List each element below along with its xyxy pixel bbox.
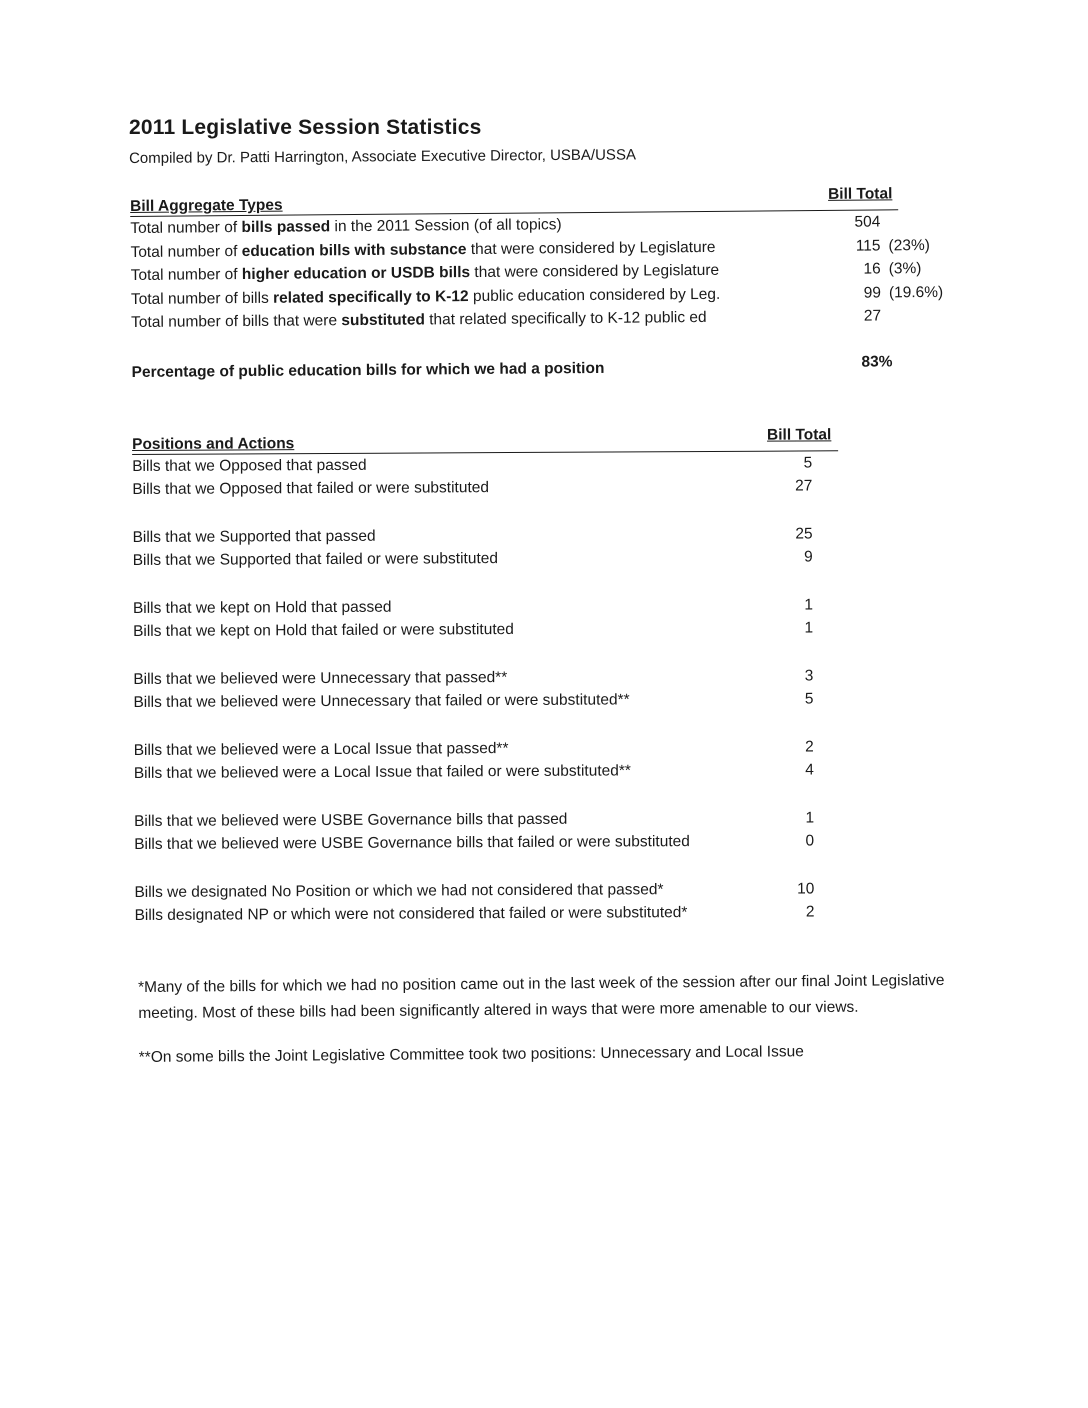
- aggregate-row-label-bold: education bills with substance: [241, 240, 467, 260]
- positions-row-value: 1: [805, 809, 815, 827]
- positions-row-label: Bills we designated No Position or which we had not considered that passed*: [134, 881, 664, 901]
- positions-row-label: Bills that we believed were Unnecessary that passed**: [133, 669, 508, 688]
- position-percentage-label: Percentage of public education bills for which we had a position: [131, 359, 605, 381]
- footnotes: [138, 968, 969, 1089]
- positions-row-label: Bills that we believed were Unnecessary that failed or were substituted**: [133, 691, 630, 711]
- positions-row-label: Bills that we believed were a Local Issue that failed or were substituted**: [133, 762, 631, 782]
- positions-section: [132, 426, 852, 924]
- positions-row-value: 5: [804, 690, 814, 708]
- aggregate-row-value: 99: [863, 283, 881, 302]
- positions-row-label: Bills that we believed were USBE Governance bills that failed or were substituted: [134, 833, 690, 853]
- aggregate-row-value: 115: [855, 236, 881, 255]
- positions-row-label: Bills that we kept on Hold that failed or were substituted: [133, 621, 514, 640]
- positions-row-label: Bills that we believed were USBE Governance bills that passed: [134, 810, 568, 830]
- aggregate-row-label-pre: Total number of bills: [130, 289, 274, 308]
- position-percentage-value: 83%: [861, 353, 893, 371]
- footnote-no-position: *Many of the bills for which we had no position came out in the last week of the session after our final Joint Legislative meeting. Most of these bills had been significantly altered in ways that were more amenable to our views.: [138, 971, 945, 1022]
- footnote-two-positions: **On some bills the Joint Legislative Committee took two positions: Unnecessary and Local Issue: [138, 1043, 804, 1066]
- aggregate-header-label: Bill Aggregate Types: [130, 196, 283, 215]
- aggregate-row-percent: (19.6%): [888, 283, 944, 301]
- aggregate-row-label-post: that were considered by Legislature: [470, 261, 720, 282]
- positions-row-label: Bills that we Opposed that failed or were substituted: [132, 479, 490, 498]
- aggregate-row-percent: (23%): [888, 236, 930, 254]
- positions-row-value: 10: [797, 880, 815, 898]
- aggregate-section: [130, 185, 960, 381]
- aggregate-row-label-post: that were considered by Legislature: [466, 238, 716, 258]
- positions-header-label: Positions and Actions: [132, 435, 295, 453]
- positions-row-label: Bills designated NP or which were not considered that failed or were substituted*: [134, 904, 688, 924]
- aggregate-row-label-post: public education considered by Leg.: [468, 285, 721, 305]
- aggregate-row-label-bold: higher education or USDB bills: [241, 264, 471, 284]
- aggregate-row-label-pre: Total number of: [130, 266, 242, 284]
- aggregate-row-label: [131, 262, 720, 285]
- aggregate-row-label-post: in the 2011 Session (of all topics): [330, 216, 562, 236]
- positions-row-value: 5: [803, 454, 813, 472]
- page-subtitle: Compiled by Dr. Patti Harrington, Associate Executive Director, USBA/USSA: [129, 146, 636, 167]
- aggregate-row-label-pre: Total number of bills that were: [131, 312, 342, 331]
- aggregate-row-label-bold: related specifically to K-12: [273, 287, 469, 307]
- positions-row-value: 2: [804, 738, 814, 756]
- positions-row-label: Bills that we kept on Hold that passed: [132, 598, 392, 617]
- positions-row-value: 4: [805, 761, 814, 779]
- positions-row-value: 9: [804, 548, 813, 566]
- aggregate-row-label: [130, 216, 562, 238]
- positions-row-value: 1: [804, 619, 814, 637]
- positions-row-value: 2: [805, 903, 815, 921]
- positions-row-value: 3: [804, 667, 814, 685]
- positions-row-value: 0: [805, 832, 815, 850]
- positions-header-total: Bill Total: [766, 426, 832, 444]
- aggregate-row-label: [130, 238, 715, 261]
- aggregate-row-percent: (3%): [888, 260, 922, 278]
- positions-row-value: 25: [795, 525, 813, 543]
- aggregate-row-label-pre: Total number of: [130, 242, 242, 261]
- aggregate-row-value: 504: [854, 213, 881, 231]
- positions-row-label: Bills that we believed were a Local Issue that passed**: [133, 740, 509, 759]
- positions-row-value: 1: [804, 596, 813, 614]
- aggregate-row-label: [131, 309, 707, 332]
- aggregate-row-label-bold: bills passed: [241, 218, 331, 237]
- positions-row-value: 27: [795, 477, 813, 495]
- aggregate-row-value: 27: [863, 307, 882, 325]
- aggregate-row-value: 16: [863, 260, 881, 278]
- aggregate-row-label-post: that related specifically to K-12 public ed: [424, 308, 707, 329]
- aggregate-row-label: [131, 285, 720, 308]
- positions-row-label: Bills that we Supported that passed: [132, 527, 376, 546]
- positions-row-label: Bills that we Supported that failed or were substituted: [132, 550, 499, 569]
- positions-row-label: Bills that we Opposed that passed: [132, 456, 367, 475]
- aggregate-header-total: Bill Total: [827, 185, 893, 203]
- aggregate-row-label-pre: Total number of: [130, 219, 242, 237]
- page-title: 2011 Legislative Session Statistics: [129, 116, 482, 139]
- aggregate-row-label-bold: substituted: [341, 311, 425, 330]
